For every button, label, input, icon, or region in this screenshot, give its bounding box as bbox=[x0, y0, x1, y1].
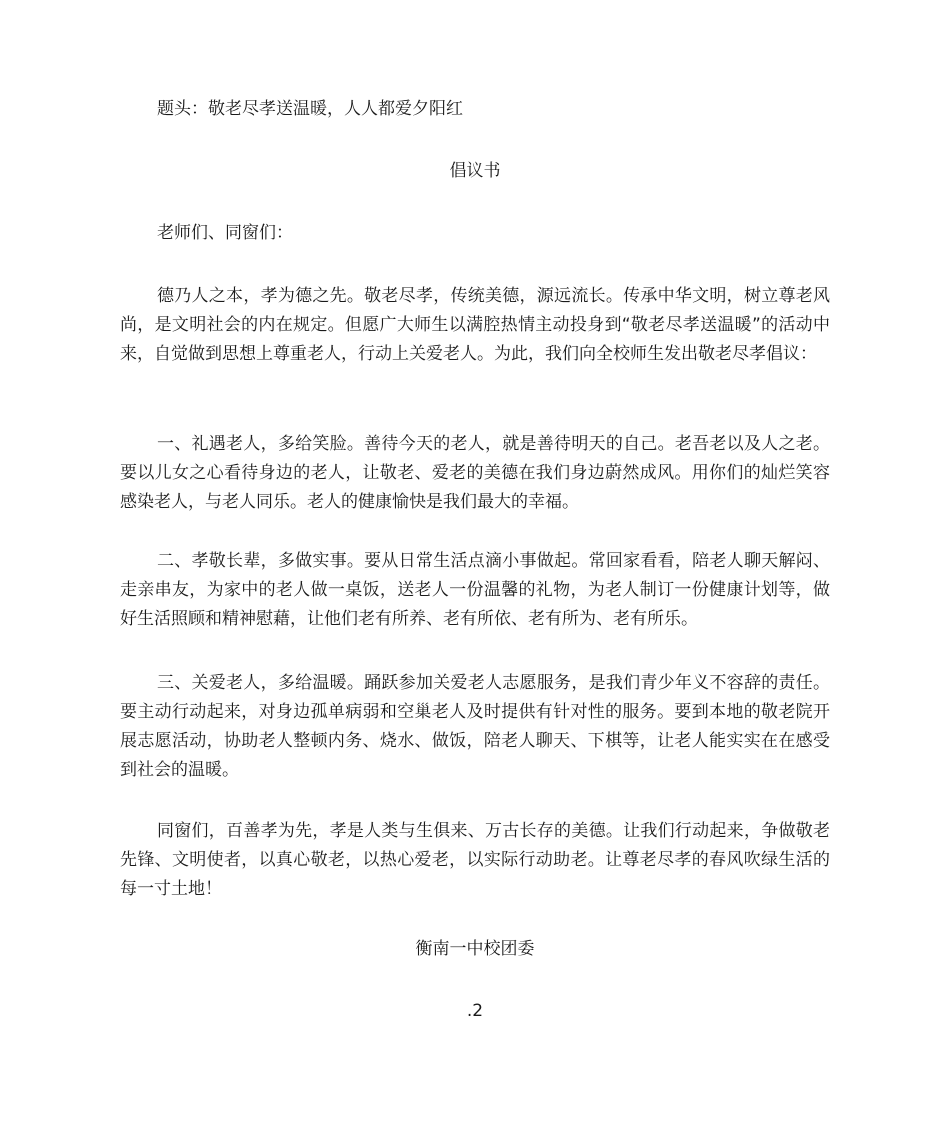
page-number: .2 bbox=[466, 1001, 484, 1021]
header-line: 题头：敬老尽孝送温暖，人人都爱夕阳红 bbox=[157, 99, 463, 119]
paragraph-closing: 同窗们，百善孝为先，孝是人类与生俱来、万古长存的美德。让我们行动起来，争做敬老先锋、文明使者，以真心敬老，以热心爱老，以实际行动助老。让尊老尽孝的春风吹绿生活的每一寸土地！ bbox=[120, 821, 830, 899]
salutation: 老师们、同窗们： bbox=[157, 223, 293, 243]
paragraph-point-2: 二、孝敬长辈，多做实事。要从日常生活点滴小事做起。常回家看看，陪老人聊天解闷、走亲串友，为家中的老人做一桌饭，送老人一份温馨的礼物，为老人制订一份健康计划等，做好生活照顾和精神慰藉，让他们老有所养、老有所依、老有所为、老有所乐。 bbox=[120, 551, 830, 629]
paragraph-point-1: 一、礼遇老人，多给笑脸。善待今天的老人，就是善待明天的自己。老吾老以及人之老。要以儿女之心看待身边的老人，让敬老、爱老的美德在我们身边蔚然成风。用你们的灿烂笑容感染老人，与老人同乐。老人的健康愉快是我们最大的幸福。 bbox=[120, 434, 830, 512]
paragraph-intro: 德乃人之本，孝为德之先。敬老尽孝，传统美德，源远流长。传承中华文明，树立尊老风尚，是文明社会的内在规定。但愿广大师生以满腔热情主动投身到“敬老尽孝送温暖”的活动中来，自觉做到思想上尊重老人，行动上关爱老人。为此，我们向全校师生发出敬老尽孝倡议： bbox=[120, 286, 830, 364]
document-title: 倡议书 bbox=[449, 161, 501, 181]
signature: 衡南一中校团委 bbox=[415, 939, 535, 959]
paragraph-point-3: 三、关爱老人，多给温暖。踊跃参加关爱老人志愿服务，是我们青少年义不容辞的责任。要主动行动起来，对身边孤单病弱和空巢老人及时提供有针对性的服务。要到本地的敬老院开展志愿活动，协助老人整顿内务、烧水、做饭，陪老人聊天、下棋等，让老人能实实在在感受到社会的温暖。 bbox=[120, 673, 830, 780]
